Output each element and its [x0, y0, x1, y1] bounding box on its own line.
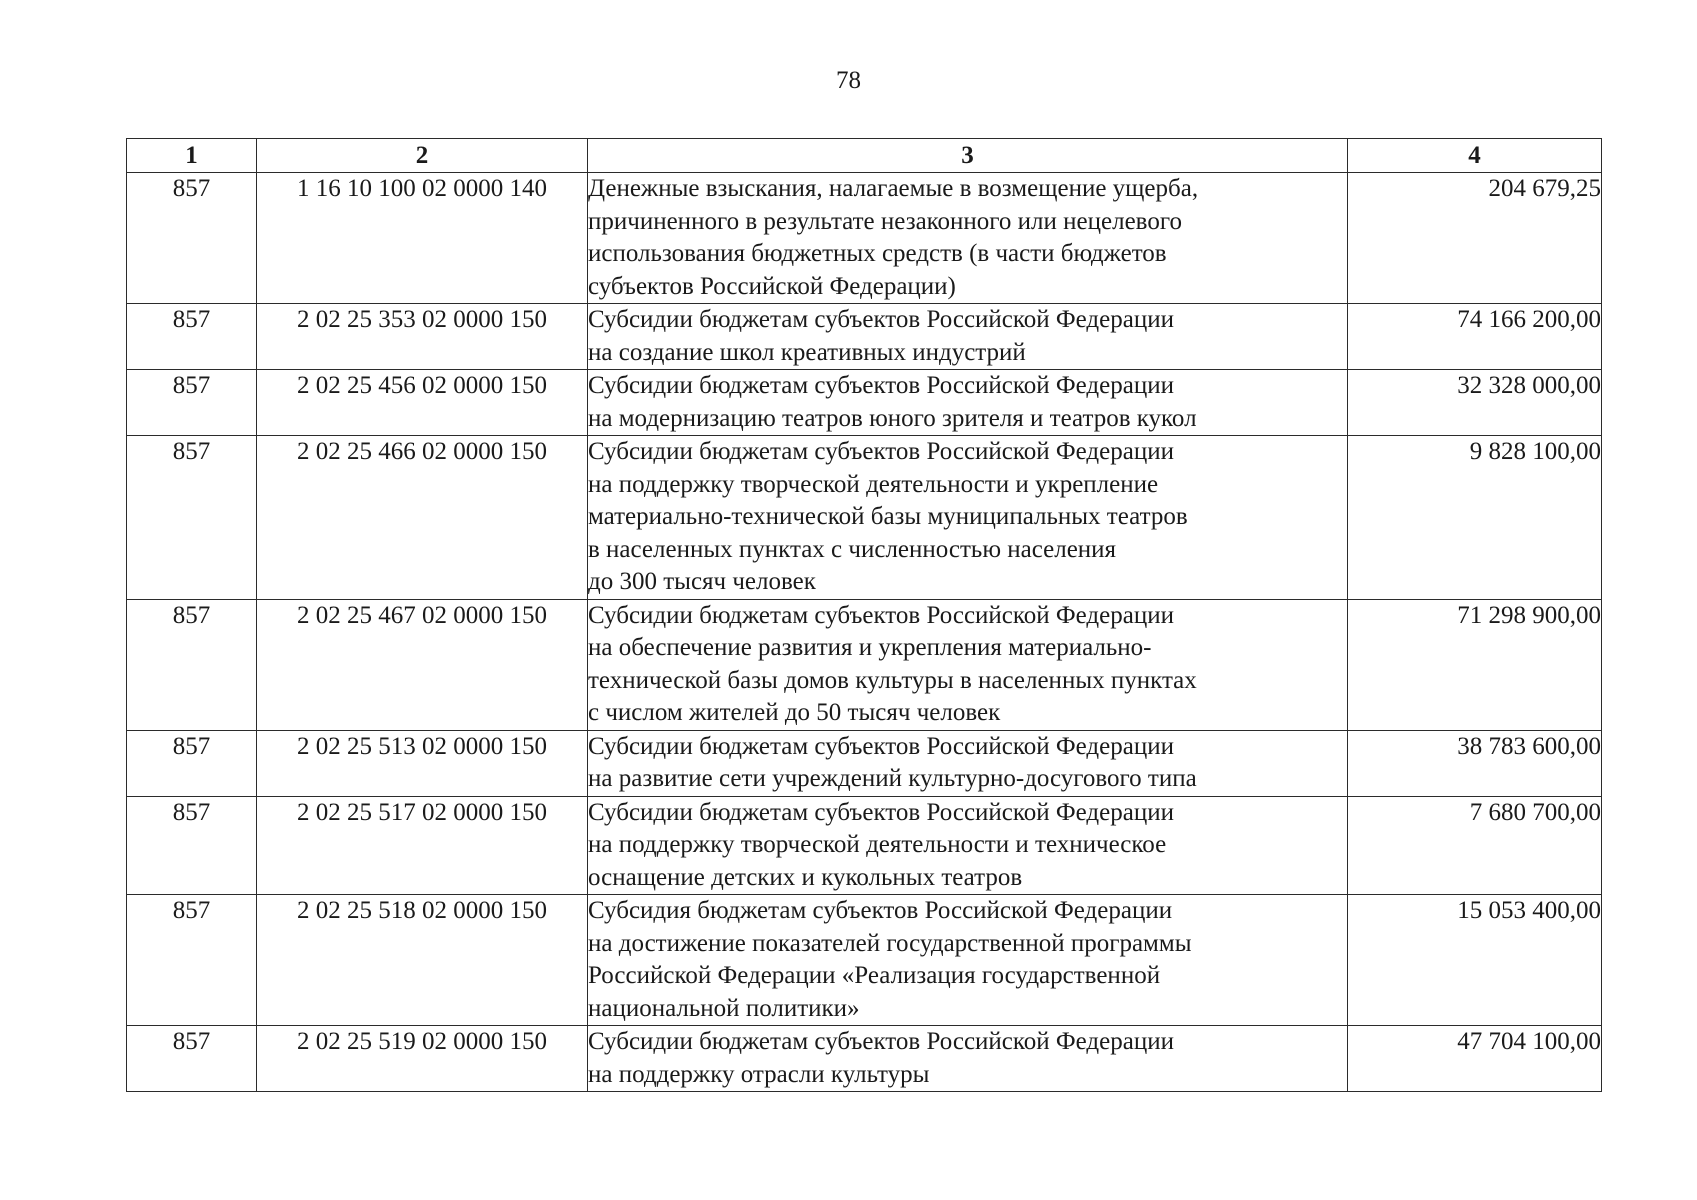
column-header-4: 4 — [1348, 139, 1602, 173]
table-row — [127, 436, 1602, 600]
budget-classification-code-cell: 2 02 25 466 02 0000 150 — [257, 436, 588, 600]
admin-code-cell: 857 — [127, 436, 257, 600]
amount-cell: 74 166 200,00 — [1348, 304, 1602, 370]
description-line: на модернизацию театров юного зрителя и театров кукол — [588, 404, 1197, 432]
amount-cell: 38 783 600,00 — [1348, 730, 1602, 796]
description-line: на поддержку отрасли культуры — [588, 1060, 930, 1088]
admin-code-cell: 857 — [127, 599, 257, 730]
amount-cell: 9 828 100,00 — [1348, 436, 1602, 600]
description-cell — [588, 599, 1348, 730]
budget-classification-code-cell: 2 02 25 519 02 0000 150 — [257, 1026, 588, 1092]
description-line: Субсидии бюджетам субъектов Российской Федерации — [588, 306, 1174, 333]
description-cell — [588, 796, 1348, 895]
description-cell — [588, 1026, 1348, 1092]
table-row — [127, 730, 1602, 796]
table-row — [127, 895, 1602, 1026]
description-line: технической базы домов культуры в населенных пунктах — [588, 666, 1197, 694]
description-line: использования бюджетных средств (в части бюджетов — [588, 240, 1167, 267]
budget-revenue-table — [126, 138, 1602, 1092]
description-line: Субсидии бюджетам субъектов Российской Федерации — [588, 372, 1174, 399]
description-line: национальной политики» — [588, 994, 860, 1022]
table-row — [127, 796, 1602, 895]
description-line: Субсидия бюджетам субъектов Российской Федерации — [588, 897, 1173, 924]
description-line: оснащение детских и кукольных театров — [588, 863, 1023, 891]
budget-classification-code-cell: 2 02 25 517 02 0000 150 — [257, 796, 588, 895]
amount-cell: 47 704 100,00 — [1348, 1026, 1602, 1092]
table-row — [127, 370, 1602, 436]
amount-cell: 7 680 700,00 — [1348, 796, 1602, 895]
table-row — [127, 304, 1602, 370]
description-line: на обеспечение развития и укрепления материально- — [588, 634, 1152, 661]
page-number: 78 — [836, 67, 861, 94]
budget-classification-code-cell: 2 02 25 513 02 0000 150 — [257, 730, 588, 796]
amount-cell: 204 679,25 — [1348, 173, 1602, 304]
admin-code-cell: 857 — [127, 173, 257, 304]
admin-code-cell: 857 — [127, 895, 257, 1026]
description-line: причиненного в результате незаконного или нецелевого — [588, 207, 1182, 235]
column-header-2: 2 — [257, 139, 588, 173]
description-line: на поддержку творческой деятельности и техническое — [588, 831, 1167, 858]
description-line: Субсидии бюджетам субъектов Российской Федерации — [588, 798, 1174, 826]
description-line: на развитие сети учреждений культурно-досугового типа — [588, 765, 1197, 792]
amount-cell: 15 053 400,00 — [1348, 895, 1602, 1026]
admin-code-cell: 857 — [127, 370, 257, 436]
description-cell — [588, 730, 1348, 796]
description-line: в населенных пунктах с численностью населения — [588, 535, 1117, 563]
description-line: Денежные взыскания, налагаемые в возмещение ущерба, — [588, 175, 1199, 202]
admin-code-cell: 857 — [127, 1026, 257, 1092]
admin-code-cell: 857 — [127, 796, 257, 895]
table-row — [127, 1026, 1602, 1092]
description-line: Субсидии бюджетам субъектов Российской Федерации — [588, 601, 1174, 629]
description-line: с числом жителей до 50 тысяч человек — [588, 699, 1001, 726]
description-line: материально-технической базы муниципальных театров — [588, 503, 1188, 530]
admin-code-cell: 857 — [127, 730, 257, 796]
table-row — [127, 173, 1602, 304]
column-header-1: 1 — [127, 139, 257, 173]
amount-cell: 32 328 000,00 — [1348, 370, 1602, 436]
admin-code-cell: 857 — [127, 304, 257, 370]
description-cell — [588, 436, 1348, 600]
description-line: на достижение показателей государственной программы — [588, 929, 1192, 957]
description-cell — [588, 304, 1348, 370]
description-line: на поддержку творческой деятельности и укрепление — [588, 470, 1159, 498]
table-header-row — [127, 139, 1602, 173]
budget-classification-code-cell: 1 16 10 100 02 0000 140 — [257, 173, 588, 304]
description-line: Субсидии бюджетам субъектов Российской Федерации — [588, 438, 1174, 465]
description-line: на создание школ креативных индустрий — [588, 338, 1026, 366]
budget-classification-code-cell: 2 02 25 467 02 0000 150 — [257, 599, 588, 730]
column-header-3: 3 — [588, 139, 1348, 173]
table-row — [127, 599, 1602, 730]
description-line: Субсидии бюджетам субъектов Российской Федерации — [588, 1028, 1174, 1055]
amount-cell: 71 298 900,00 — [1348, 599, 1602, 730]
budget-classification-code-cell: 2 02 25 353 02 0000 150 — [257, 304, 588, 370]
description-line: Российской Федерации «Реализация государственной — [588, 962, 1161, 989]
description-line: Субсидии бюджетам субъектов Российской Федерации — [588, 732, 1174, 760]
description-cell — [588, 173, 1348, 304]
budget-classification-code-cell: 2 02 25 518 02 0000 150 — [257, 895, 588, 1026]
description-line: субъектов Российской Федерации) — [588, 272, 956, 300]
description-line: до 300 тысяч человек — [588, 568, 816, 595]
description-cell — [588, 370, 1348, 436]
description-cell — [588, 895, 1348, 1026]
budget-classification-code-cell: 2 02 25 456 02 0000 150 — [257, 370, 588, 436]
